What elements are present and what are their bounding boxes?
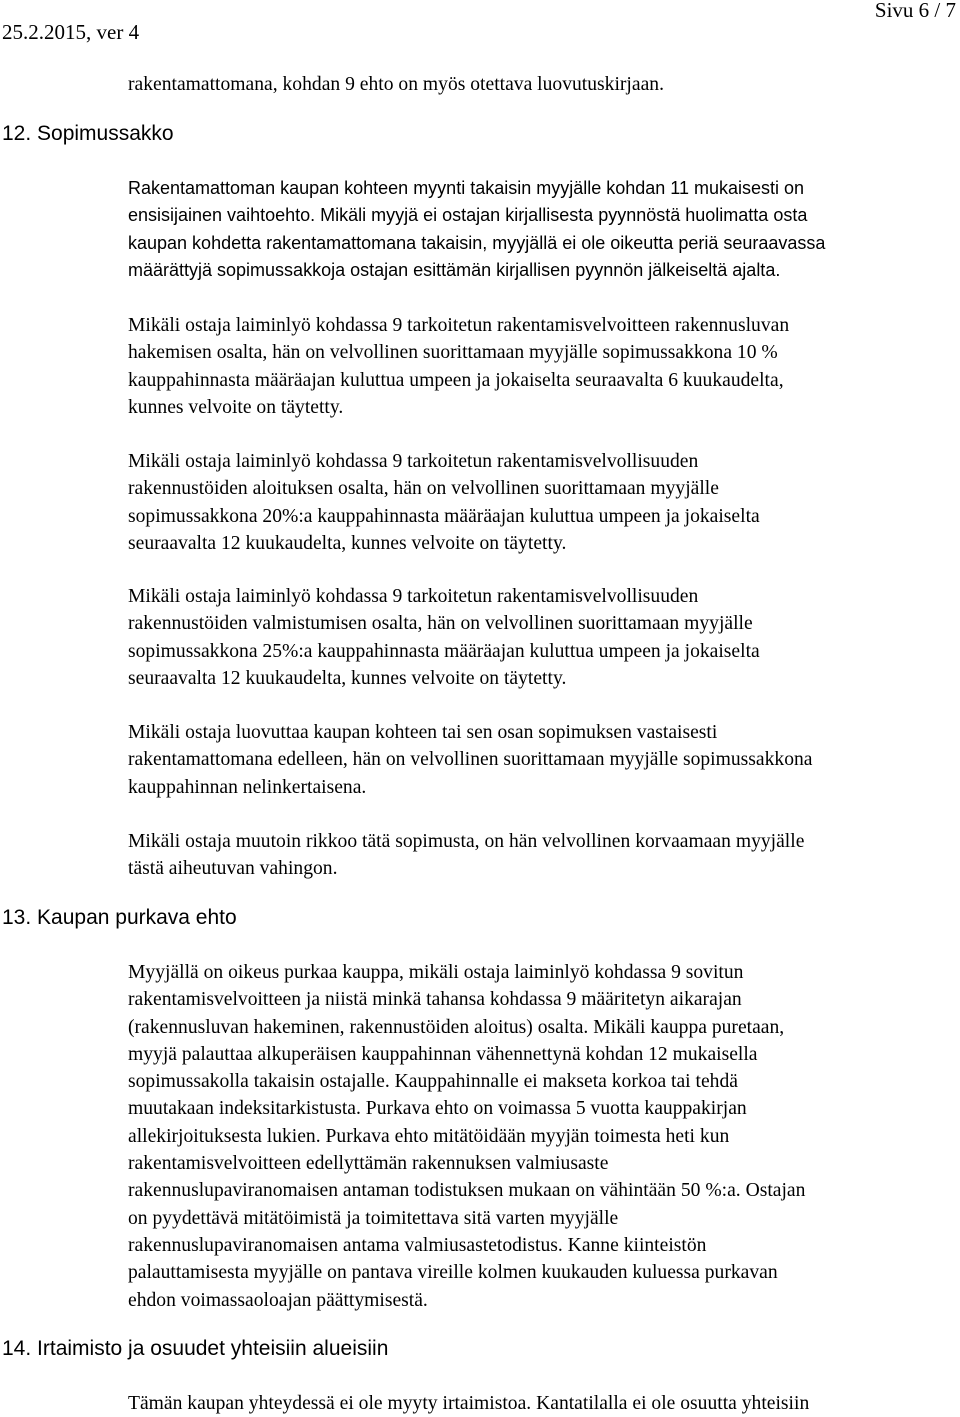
section-heading-14: 14. Irtaimisto ja osuudet yhteisiin alueisiin xyxy=(2,1337,389,1360)
section-heading-12: 12. Sopimussakko xyxy=(2,122,174,145)
paragraph-12-1: Rakentamattoman kaupan kohteen myynti takaisin myyjälle kohdan 11 mukaisesti on ensisijainen vaihtoehto. Mikäli myyjä ei ostajan kirjallisesta pyynnöstä huolimatta osta kaupan kohdetta rakentamattomana takaisin, myyjällä ei ole oikeutta periä seuraavassa määrättyjä sopimussakkoja ostajan esittämän kirjallisen pyynnön jälkeiseltä ajalta. xyxy=(128,178,826,280)
paragraph-13-1: Myyjällä on oikeus purkaa kauppa, mikäli ostaja laiminlyö kohdassa 9 sovitun rakentamisvelvoitteen ja niistä minkä tahansa kohdassa 9 määritetyn aikarajan (rakennusluvan hakeminen, rakennustöiden aloitus) osalta. Mikäli kauppa puretaan, myyjä palauttaa alkuperäisen kauppahinnan vähennettynä kohdan 12 mukaisella sopimussakolla takaisin ostajalle. Kauppahinnalle ei makseta korkoa tai tehdä muutakaan indeksitarkistusta. Purkava ehto on voimassa 5 vuotta kauppakirjan allekirjoituksesta lukien. Purkava ehto mitätöidään myyjän toimesta heti kun rakentamisvelvoitteen edellyttämän rakennuksen valmiusaste rakennuslupaviranomaisen antaman todistuksen mukaan on vähintään 50 %:a. Ostajan on pyydettävä mitätöimistä ja toimitettava sitä varten myyjälle rakennuslupaviranomaisen antama valmiusastetodistus. Kanne kiinteistön palauttamisesta myyjälle on pantava vireille kolmen kuukauden kuluessa purkavan ehdon voimassaoloajan päättymisestä. xyxy=(128,962,806,1311)
header-page-number: Sivu 6 / 7 xyxy=(874,0,956,22)
paragraph-12-3: Mikäli ostaja laiminlyö kohdassa 9 tarkoitetun rakentamisvelvollisuuden rakennustöiden aloituksen osalta, hän on velvollinen suorittamaan myyjälle sopimussakkona 20%:a kauppahinnasta määräajan kuluttua umpeen ja jokaiselta seuraavalta 12 kuukaudelta, kunnes velvoite on täytetty. xyxy=(128,451,760,554)
section-heading-13: 13. Kaupan purkava ehto xyxy=(2,906,237,929)
paragraph-12-4: Mikäli ostaja laiminlyö kohdassa 9 tarkoitetun rakentamisvelvollisuuden rakennustöiden valmistumisen osalta, hän on velvollinen suorittamaan myyjälle sopimussakkona 25%:a kauppahinnasta määräajan kuluttua umpeen ja jokaiselta seuraavalta 12 kuukaudelta, kunnes velvoite on täytetty. xyxy=(128,586,760,689)
paragraph-12-2: Mikäli ostaja laiminlyö kohdassa 9 tarkoitetun rakentamisvelvoitteen rakennusluvan hakemisen osalta, hän on velvollinen suorittamaan myyjälle sopimussakkona 10 % kauppahinnasta määräajan kuluttua umpeen ja jokaiselta seuraavalta 6 kuukaudelta, kunnes velvoite on täytetty. xyxy=(128,315,790,418)
paragraph-12-5: Mikäli ostaja luovuttaa kaupan kohteen tai sen osan sopimuksen vastaisesti rakentamattomana edelleen, hän on velvollinen suorittamaan myyjälle sopimussakkona kauppahinnan nelinkertaisena. xyxy=(128,722,813,798)
paragraph-12-6: Mikäli ostaja muutoin rikkoo tätä sopimusta, on hän velvollinen korvaamaan myyjälle tästä aiheutuvan vahingon. xyxy=(128,831,805,880)
paragraph-14-1: Tämän kaupan yhteydessä ei ole myyty irtaimistoa. Kantatilalla ei ole osuutta yhteisiin xyxy=(128,1393,810,1414)
header-date-version: 25.2.2015, ver 4 xyxy=(2,20,140,44)
paragraph-continuation: rakentamattomana, kohdan 9 ehto on myös otettava luovutuskirjaan. xyxy=(128,74,664,95)
